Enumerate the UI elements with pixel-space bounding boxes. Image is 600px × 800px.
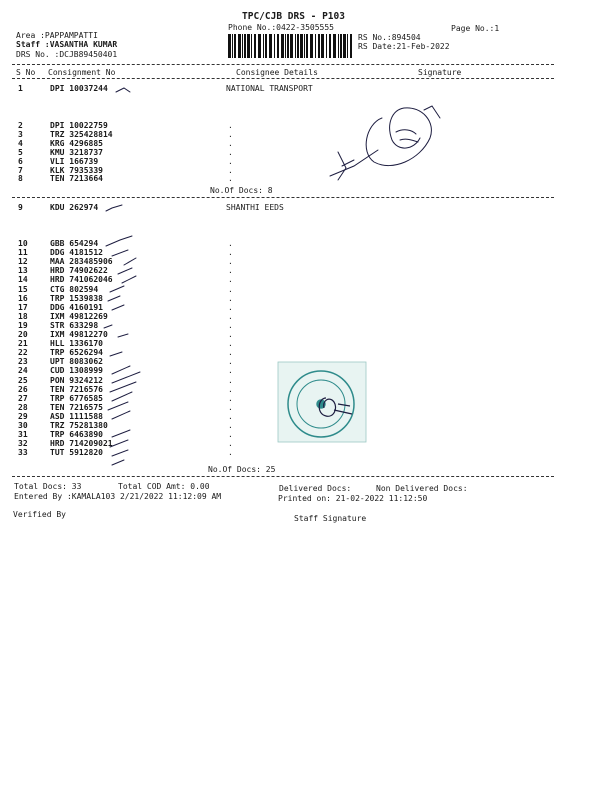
row-consignee-dot: . [228,138,233,148]
verified-by: Verified By [13,510,66,519]
barcode-bar [254,34,256,58]
barcode-bar [274,34,275,58]
row-sno: 21 [18,339,28,349]
barcode-bar [340,34,342,58]
row-consignee-dot: . [228,375,233,385]
row-sno: 27 [18,393,28,403]
row-consignment: HLL 1336170 [50,339,103,349]
table-row [0,130,600,139]
barcode-bar [285,34,286,58]
row-consignment: HRD 74902622 [50,266,108,276]
row-consignee-dot: . [228,174,233,184]
group-docs-count: No.Of Docs: 8 [210,186,273,195]
barcode-bar [315,34,316,58]
column-consignee: Consignee Details [236,68,318,77]
row-consignment: IXM 49812269 [50,311,108,321]
row-consignee-dot: . [228,239,233,248]
row-consignment: KRG 4296885 [50,138,103,148]
barcode-bar [318,34,320,58]
row-sno: 18 [18,311,28,321]
row-consignment: TEN 7213664 [50,174,103,184]
row-consignment: TRP 6526294 [50,348,103,358]
barcode-bar [258,34,261,58]
table-row [0,239,600,248]
table-row [0,257,600,266]
staff-label: Staff :VASANTHA KUMAR [16,40,118,49]
row-sno: 11 [18,248,28,258]
row-consignee-dot: . [228,257,233,267]
row-consignment: KMU 3218737 [50,147,103,157]
row-consignment: VLI 166739 [50,156,99,166]
rs-number: RS No.:894504 [358,33,421,42]
row-consignee-dot: . [228,320,233,330]
barcode [228,34,352,58]
row-sno: 28 [18,402,28,412]
barcode-bar [350,34,352,58]
row-consignment: TEN 7216575 [50,402,103,412]
row-sno: 32 [18,439,28,449]
columns-divider [12,78,554,79]
barcode-bar [306,34,308,58]
barcode-bar [310,34,313,58]
row-consignment: ASD 1111588 [50,411,103,421]
barcode-bar [290,34,293,58]
row-consignment: GBB 654294 [50,239,99,248]
row-sno: 13 [18,266,28,276]
row-consignee-dot: . [228,339,233,349]
row-consignment: KDU 262974 [50,203,99,212]
row-consignee-dot: . [228,439,233,449]
barcode-bar [232,34,233,58]
row-consignee-dot: . [228,348,233,358]
row-consignee-dot: . [228,402,233,412]
group-docs-count: No.Of Docs: 25 [208,465,276,474]
table-row [0,403,600,412]
total-cod: Total COD Amt: 0.00 [118,482,210,491]
row-sno: 15 [18,284,28,294]
row-consignment: TRZ 325428814 [50,129,113,139]
table-row [0,339,600,348]
table-row [0,121,600,130]
table-row [0,376,600,385]
row-consignee-dot: . [228,430,233,440]
row-consignee-dot: . [228,421,233,430]
row-consignee-dot: . [228,357,233,367]
barcode-bar [297,34,299,58]
barcode-bar [333,34,336,58]
row-consignee-dot: . [228,411,233,421]
delivered-docs: Delivered Docs: [279,484,352,493]
barcode-bar [244,34,246,58]
barcode-bar [265,34,267,58]
row-consignee-dot: . [228,275,233,285]
group-consignee: SHANTHI EEDS [226,203,284,212]
table-row [0,275,600,284]
printed-on: Printed on: 21-02-2022 11:12:50 [278,494,428,503]
row-sno: 22 [18,348,28,358]
row-consignment: DDG 4181512 [50,248,103,258]
row-consignment: DPI 10022759 [50,121,108,130]
row-sno: 16 [18,293,28,303]
row-sno: 17 [18,302,28,312]
row-sno: 20 [18,330,28,339]
row-sno: 33 [18,448,28,458]
row-sno: 24 [18,366,28,376]
table-row [0,448,600,457]
row-consignee-dot: . [228,448,233,458]
total-docs: Total Docs: 33 [14,482,82,491]
entered-by: Entered By :KAMALA103 2/21/2022 11:12:09 AM [14,492,222,501]
row-consignee-dot: . [228,393,233,403]
row-sno: 10 [18,239,28,248]
row-sno: 25 [18,375,28,385]
row-sno: 3 [18,129,23,139]
drs-number: DRS No. :DCJB89450401 [16,50,118,59]
row-consignee-dot: . [228,284,233,294]
row-consignee-dot: . [228,121,233,130]
barcode-bar [238,34,241,58]
barcode-bar [295,34,296,58]
row-sno: 30 [18,421,28,430]
table-row [0,348,600,357]
row-consignment: HRD 741062046 [50,275,113,285]
barcode-bar [251,34,252,58]
row-consignee-dot: . [228,156,233,166]
row-consignment: UPT 8083062 [50,357,103,367]
row-sno: 2 [18,121,23,130]
row-consignment: KLK 7935339 [50,165,103,175]
row-consignment: TRZ 75281380 [50,421,108,430]
row-consignee-dot: . [228,147,233,157]
table-row [0,157,600,166]
area-label: Area :PAPPAMPATTI [16,31,98,40]
row-sno: 9 [18,203,23,212]
table-row [0,321,600,330]
barcode-bar [287,34,289,58]
row-consignee-dot: . [228,366,233,376]
barcode-bar [247,34,250,58]
barcode-bar [242,34,243,58]
table-row [0,166,600,175]
table-row [0,366,600,375]
barcode-bar [234,34,236,58]
page-number: Page No.:1 [451,24,500,33]
barcode-bar [277,34,279,58]
staff-signature: Staff Signature [294,514,367,523]
row-consignment: HRD 714209021 [50,439,113,449]
row-consignment: TRP 6776585 [50,393,103,403]
non-delivered-docs: Non Delivered Docs: [376,484,468,493]
row-sno: 8 [18,174,23,184]
row-consignment: TEN 7216576 [50,384,103,394]
row-consignment: CUD 1308999 [50,366,103,376]
table-row [0,203,600,212]
row-sno: 7 [18,165,23,175]
group-consignee: NATIONAL TRANSPORT [226,84,313,93]
row-consignment: TRP 1539838 [50,293,103,303]
barcode-bar [263,34,264,58]
row-consignment: DPI 10037244 [50,84,108,93]
row-sno: 19 [18,320,28,330]
barcode-bar [304,34,305,58]
column-signature: Signature [418,68,462,77]
row-consignee-dot: . [228,293,233,303]
row-sno: 14 [18,275,28,285]
row-sno: 23 [18,357,28,367]
row-sno: 5 [18,147,23,157]
table-row [0,84,600,93]
table-row [0,174,600,183]
table-row [0,148,600,157]
table-row [0,312,600,321]
table-row [0,430,600,439]
group-divider [12,197,554,198]
row-sno: 6 [18,156,23,166]
row-consignee-dot: . [228,302,233,312]
row-sno: 31 [18,430,28,440]
row-consignee-dot: . [228,330,233,339]
table-row [0,266,600,275]
barcode-bar [321,34,324,58]
table-row [0,303,600,312]
row-consignee-dot: . [228,165,233,175]
column-consignment: Consignment No [48,68,116,77]
barcode-bar [338,34,339,58]
barcode-bar [343,34,346,58]
table-row [0,412,600,421]
row-consignment: CTG 802594 [50,284,99,294]
row-consignee-dot: . [228,129,233,139]
row-sno: 4 [18,138,23,148]
table-row [0,385,600,394]
barcode-bar [281,34,284,58]
row-sno: 12 [18,257,28,267]
table-row [0,421,600,430]
table-row [0,294,600,303]
barcode-bar [347,34,348,58]
column-sno: S No [16,68,36,77]
row-consignment: DDG 4160191 [50,302,103,312]
row-sno: 29 [18,411,28,421]
signature-mark [424,106,440,118]
table-row [0,357,600,366]
row-consignment: MAA 283485906 [50,257,113,267]
phone-number: Phone No.:0422-3505555 [228,23,334,32]
document-title: TPC/CJB DRS - P103 [242,11,345,22]
barcode-bar [269,34,272,58]
table-row [0,439,600,448]
table-row [0,394,600,403]
tick-mark [112,460,124,465]
row-consignee-dot: . [228,248,233,258]
table-row [0,330,600,339]
barcode-bar [326,34,327,58]
row-consignment: TUT 5912820 [50,448,103,458]
table-row [0,248,600,257]
row-sno: 1 [18,84,23,93]
barcode-bar [329,34,331,58]
table-row [0,139,600,148]
row-consignment: STR 633298 [50,320,99,330]
row-consignment: PON 9324212 [50,375,103,385]
row-consignee-dot: . [228,266,233,276]
barcode-bar [228,34,231,58]
header-divider [12,64,554,65]
row-consignment: IXM 49812270 [50,330,108,339]
barcode-bar [300,34,303,58]
table-row [0,285,600,294]
footer-divider [12,476,554,477]
rs-date: RS Date:21-Feb-2022 [358,42,450,51]
row-consignee-dot: . [228,384,233,394]
row-consignment: TRP 6463890 [50,430,103,440]
row-sno: 26 [18,384,28,394]
row-consignee-dot: . [228,311,233,321]
